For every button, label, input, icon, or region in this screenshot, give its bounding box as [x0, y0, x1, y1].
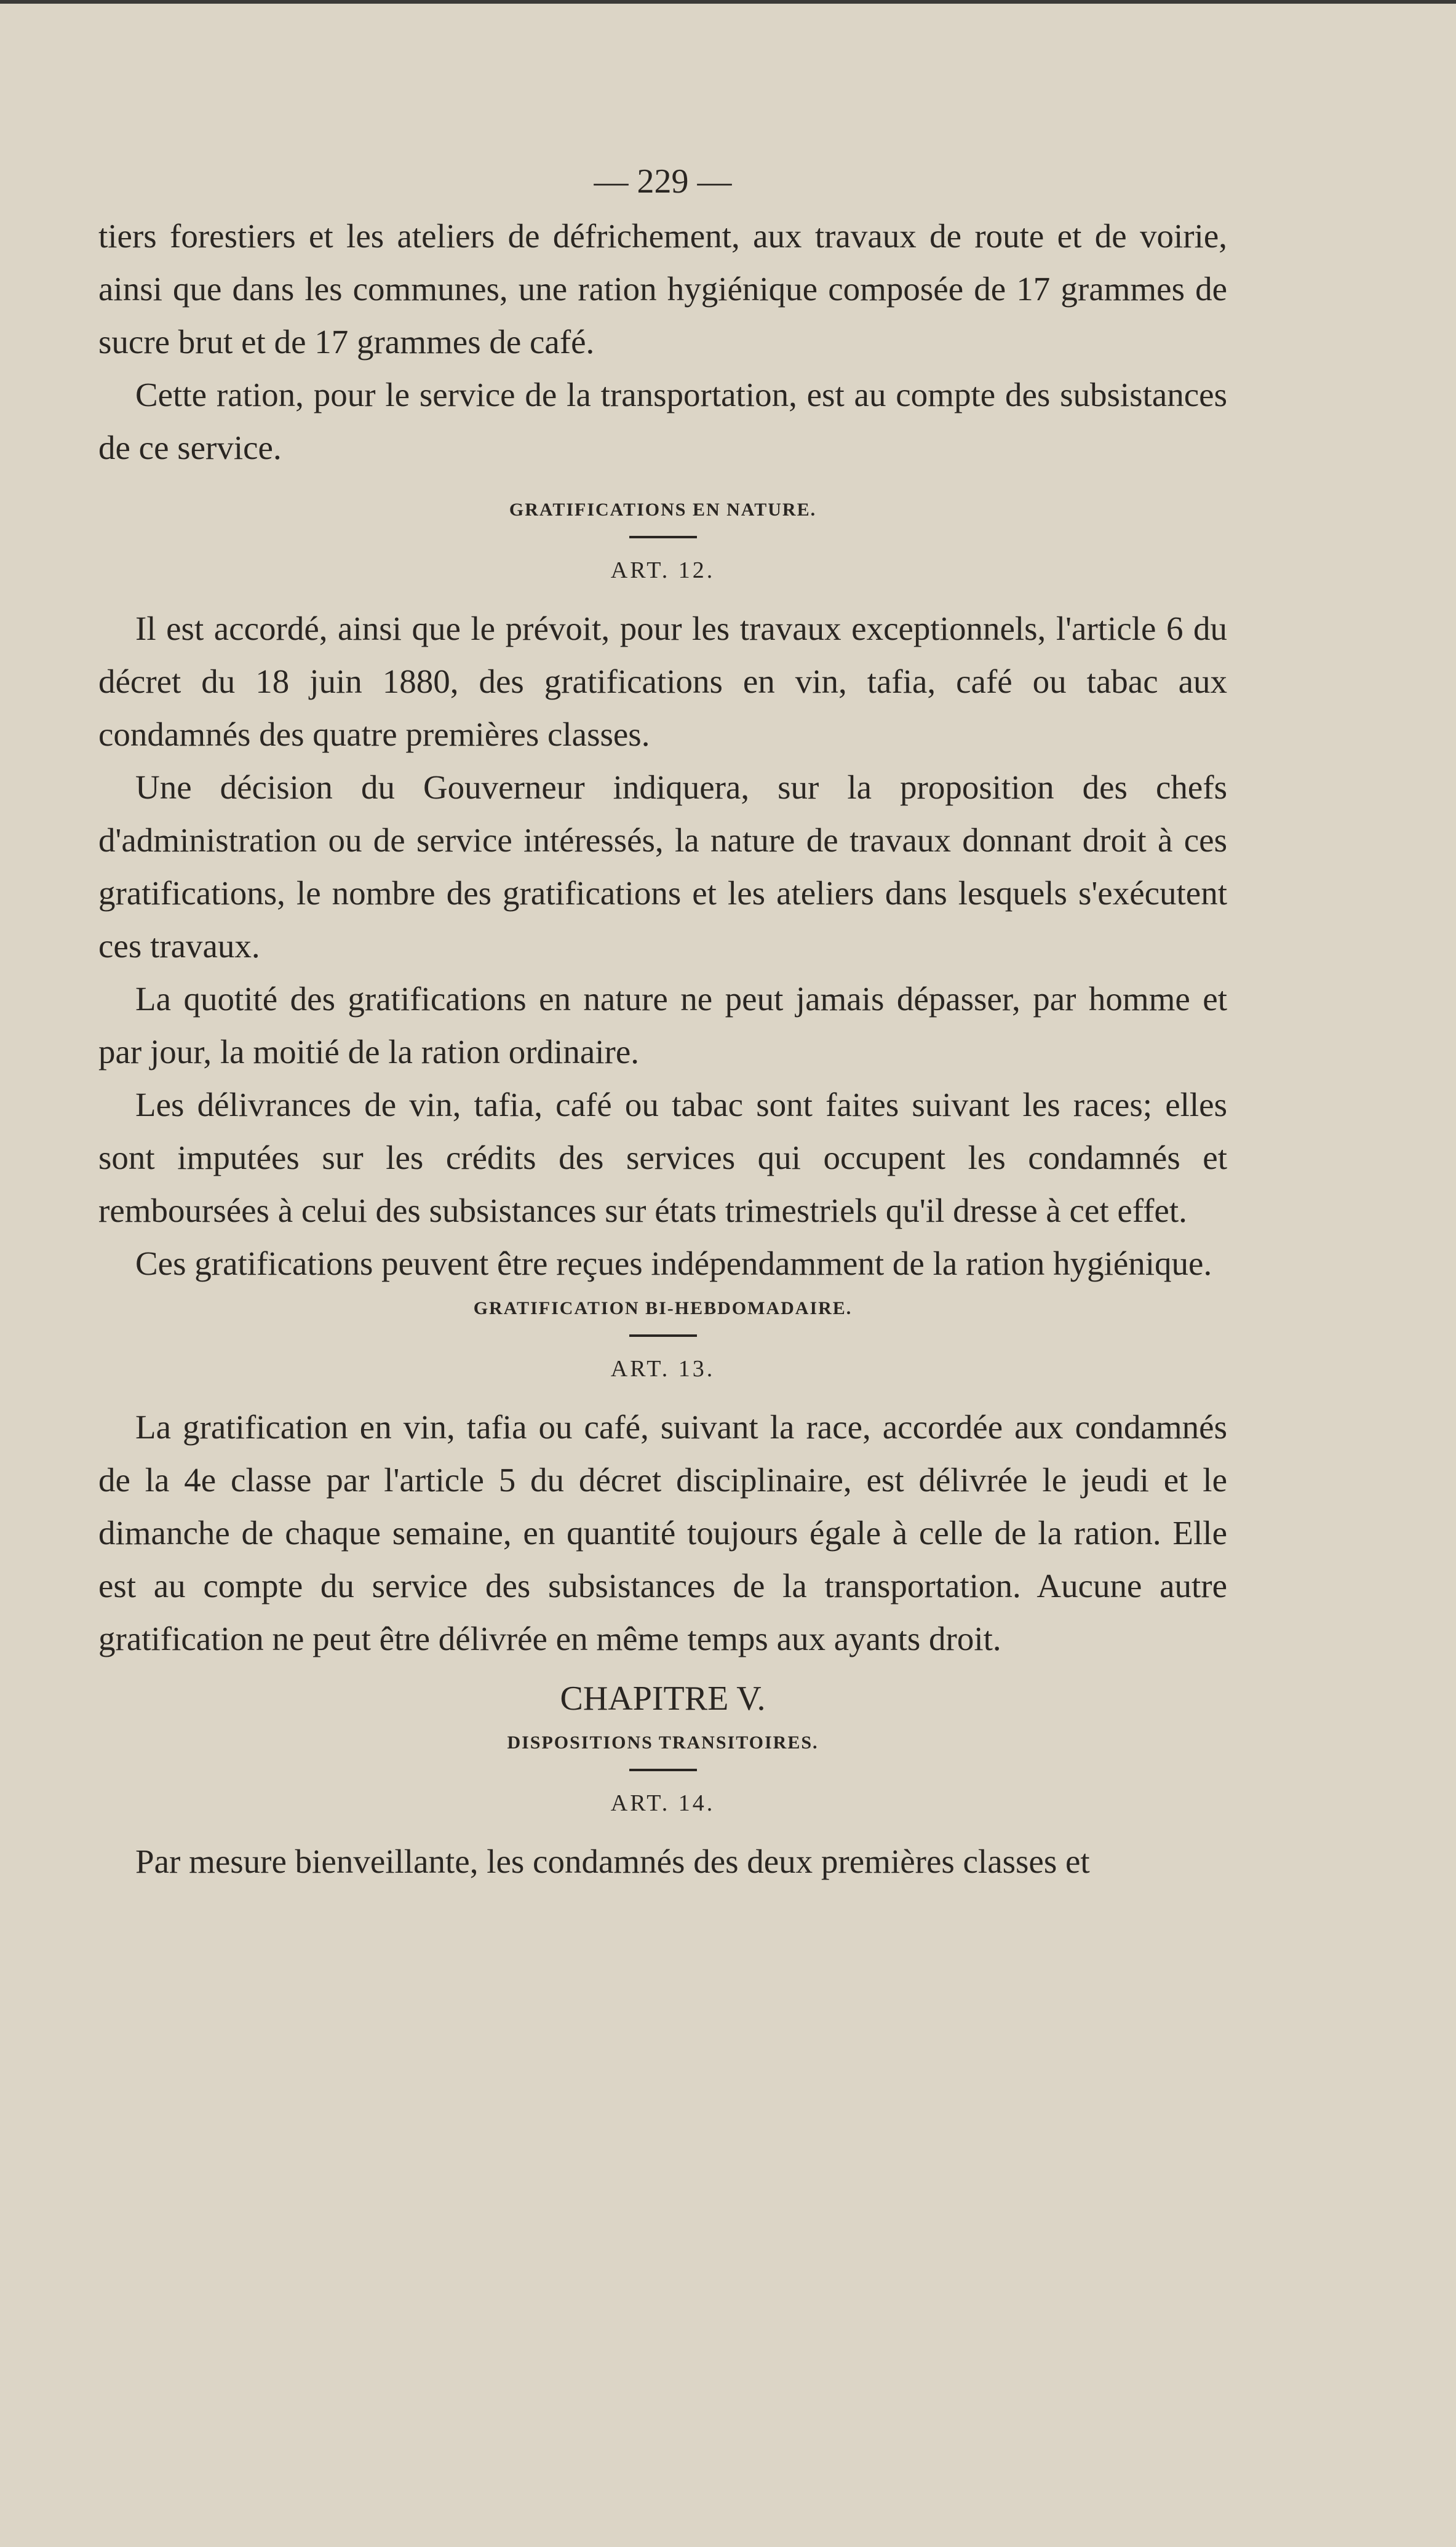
article-12-paragraph-4: Les délivrances de vin, tafia, café ou tabac sont faites suivant les races; elles sont imputées sur les crédits des services qui occupent les condamnés et remboursées à celui des subsistances sur états trimestriels qu'il dresse à cet effet. [98, 1086, 1227, 1229]
section-rule [629, 1334, 697, 1337]
section-heading-gratification-bi-hebdomadaire: GRATIFICATION BI-HEBDOMADAIRE. [473, 1298, 853, 1318]
page-number: — 229 — [594, 162, 732, 201]
article-14-label: ART. 14. [610, 1790, 715, 1816]
section-heading-dispositions-transitoires: DISPOSITIONS TRANSITOIRES. [507, 1732, 819, 1753]
page-top-edge [0, 0, 1456, 4]
page-body [98, 157, 1227, 1888]
article-13-label: ART. 13. [610, 1356, 715, 1382]
intro-paragraph: tiers forestiers et les ateliers de défrichement, aux travaux de route et de voirie, ainsi que dans les communes, une ration hygiénique composée de 17 grammes de sucre brut et de 17 grammes de café. [98, 217, 1227, 361]
article-12-paragraph-1: Il est accordé, ainsi que le prévoit, pour les travaux exceptionnels, l'article 6 du décret du 18 juin 1880, des gratifications en vin, tafia, café ou tabac aux condamnés des quatre premières classes. [98, 610, 1227, 753]
section-rule [629, 536, 697, 538]
section-rule [629, 1769, 697, 1771]
article-12-paragraph-3: La quotité des gratifications en nature ne peut jamais dépasser, par homme et par jour, la moitié de la ration ordinaire. [98, 980, 1227, 1070]
article-12-label: ART. 12. [610, 557, 715, 583]
paragraph-ration: Cette ration, pour le service de la transportation, est au compte des subsistances de ce service. [98, 376, 1227, 466]
article-14-paragraph-1: Par mesure bienveillante, les condamnés des deux premières classes et [135, 1843, 1090, 1880]
article-12-paragraph-2: Une décision du Gouverneur indiquera, sur la proposition des chefs d'administration ou de service intéressés, la nature de travaux donnant droit à ces gratifications, le nombre des gratifications et les ateliers dans lesquels s'exécutent ces travaux. [98, 768, 1227, 965]
chapter-title: CHAPITRE V. [560, 1680, 766, 1718]
section-heading-gratifications-nature: GRATIFICATIONS EN NATURE. [509, 500, 817, 520]
article-13-paragraph-1: La gratification en vin, tafia ou café, suivant la race, accordée aux condamnés de la 4e classe par l'article 5 du décret disciplinaire, est délivrée le jeudi et le dimanche de chaque semaine, en quantité toujours égale à celle de la ration. Elle est au compte du service des subsistances de la transportation. Aucune autre gratification ne peut être délivrée en même temps aux ayants droit. [98, 1408, 1227, 1657]
article-12-paragraph-5: Ces gratifications peuvent être reçues indépendamment de la ration hygiénique. [135, 1245, 1212, 1282]
